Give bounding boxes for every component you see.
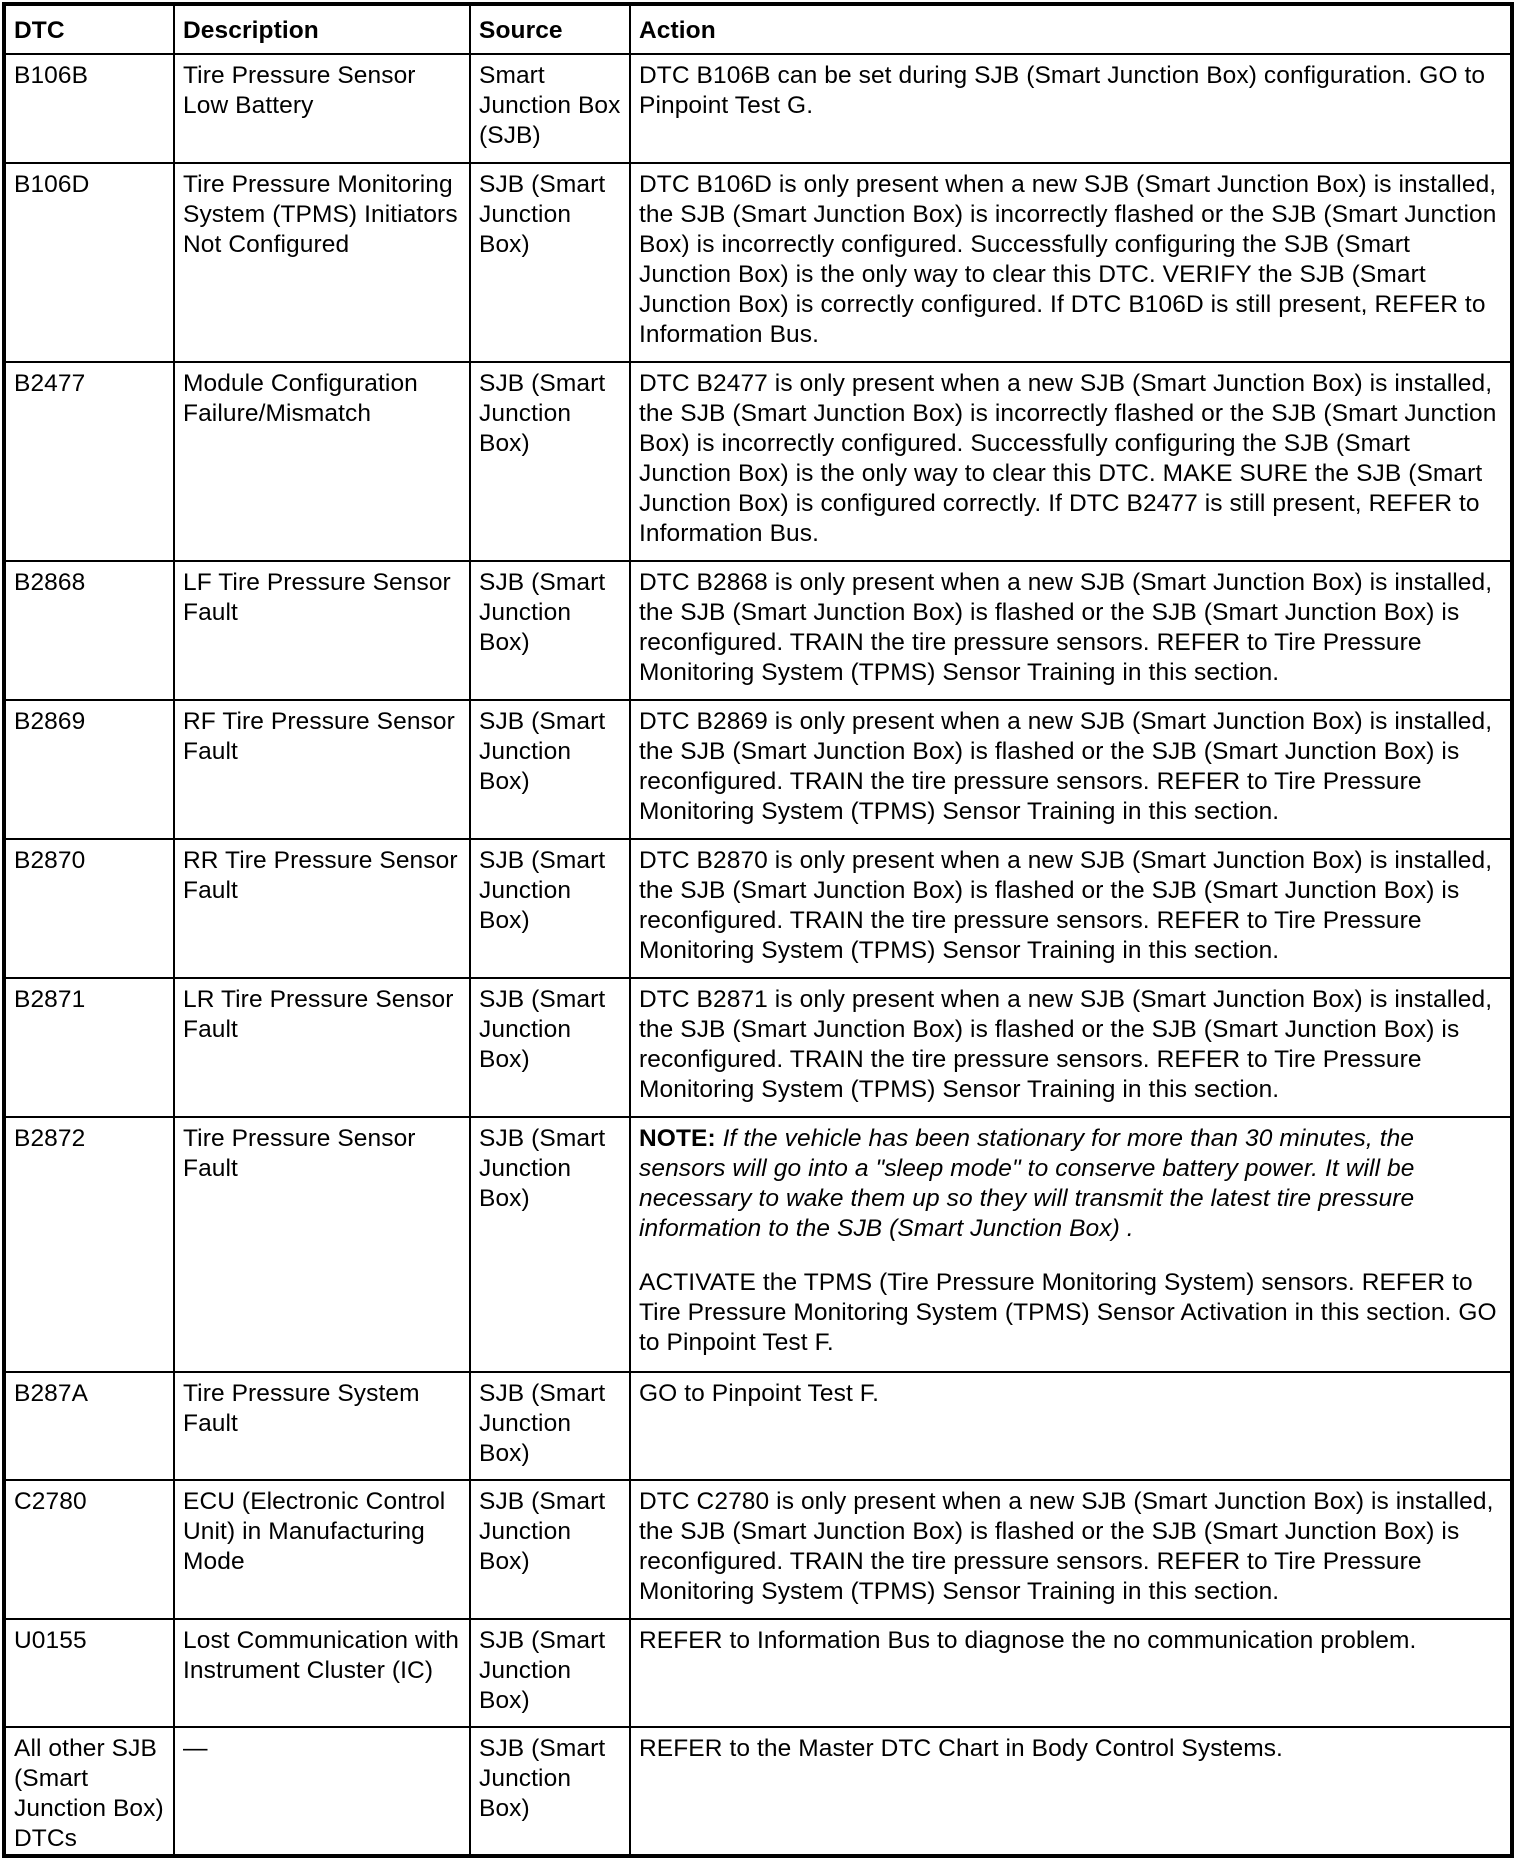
dtc-description: Tire Pressure System Fault xyxy=(174,1372,470,1480)
table-row xyxy=(6,1727,1510,1858)
table-row xyxy=(6,561,1510,700)
note-label: NOTE: xyxy=(639,1125,716,1152)
dtc-action: DTC B2871 is only present when a new SJB (Smart Junction Box) is installed, the SJB (Smart Junction Box) is flashed or the SJB (Smart Junction Box) is reconfigured. TRAIN the tire pressure sensors. REFER to Tire Pressure Monitoring System (TPMS) Sensor Training in this section. xyxy=(630,978,1510,1117)
table-row xyxy=(6,978,1510,1117)
dtc-source: SJB (Smart Junction Box) xyxy=(470,1117,630,1372)
action-text: ACTIVATE the TPMS (Tire Pressure Monitoring System) sensors. REFER to Tire Pressure Monitoring System (TPMS) Sensor Activation in this section. GO to Pinpoint Test F. xyxy=(639,1269,1497,1356)
dtc-action: DTC B2870 is only present when a new SJB (Smart Junction Box) is installed, the SJB (Smart Junction Box) is flashed or the SJB (Smart Junction Box) is reconfigured. TRAIN the tire pressure sensors. REFER to Tire Pressure Monitoring System (TPMS) Sensor Training in this section. xyxy=(630,839,1510,978)
header-dtc: DTC xyxy=(6,6,174,54)
dtc-action: DTC B2868 is only present when a new SJB (Smart Junction Box) is installed, the SJB (Smart Junction Box) is flashed or the SJB (Smart Junction Box) is reconfigured. TRAIN the tire pressure sensors. REFER to Tire Pressure Monitoring System (TPMS) Sensor Training in this section. xyxy=(630,561,1510,700)
header-description: Description xyxy=(174,6,470,54)
dtc-action: DTC B2869 is only present when a new SJB (Smart Junction Box) is installed, the SJB (Smart Junction Box) is flashed or the SJB (Smart Junction Box) is reconfigured. TRAIN the tire pressure sensors. REFER to Tire Pressure Monitoring System (TPMS) Sensor Training in this section. xyxy=(630,700,1510,839)
dtc-code: U0155 xyxy=(6,1619,174,1727)
header-action: Action xyxy=(630,6,1510,54)
dtc-table-frame xyxy=(2,2,1514,1858)
dtc-action: GO to Pinpoint Test F. xyxy=(630,1372,1510,1480)
dtc-code: B2872 xyxy=(6,1117,174,1372)
dtc-description: Module Configuration Failure/Mismatch xyxy=(174,362,470,561)
dtc-action: DTC B2477 is only present when a new SJB (Smart Junction Box) is installed, the SJB (Smart Junction Box) is incorrectly flashed or the SJB (Smart Junction Box) is incorrectly configured. Successfully configuring the SJB (Smart Junction Box) is the only way to clear this DTC. MAKE SURE the SJB (Smart Junction Box) is configured correctly. If DTC B2477 is still present, REFER to Information Bus. xyxy=(630,362,1510,561)
dtc-description: RR Tire Pressure Sensor Fault xyxy=(174,839,470,978)
dtc-description: RF Tire Pressure Sensor Fault xyxy=(174,700,470,839)
table-row xyxy=(6,1117,1510,1372)
dtc-source: SJB (Smart Junction Box) xyxy=(470,362,630,561)
dtc-code: B2870 xyxy=(6,839,174,978)
dtc-description: Lost Communication with Instrument Cluster (IC) xyxy=(174,1619,470,1727)
note-text: If the vehicle has been stationary for more than 30 minutes, the sensors will go into a "sleep mode" to conserve battery power. It will be necessary to wake them up so they will transmit the latest tire pressure information to the SJB (Smart Junction Box) . xyxy=(639,1125,1415,1242)
dtc-source: SJB (Smart Junction Box) xyxy=(470,839,630,978)
dtc-source: Smart Junction Box (SJB) xyxy=(470,54,630,163)
table-row xyxy=(6,839,1510,978)
dtc-action xyxy=(630,1117,1510,1372)
table-row xyxy=(6,362,1510,561)
dtc-description: — xyxy=(174,1727,470,1858)
dtc-code: All other SJB (Smart Junction Box) DTCs xyxy=(6,1727,174,1858)
dtc-action: DTC B106D is only present when a new SJB (Smart Junction Box) is installed, the SJB (Smart Junction Box) is incorrectly flashed or the SJB (Smart Junction Box) is incorrectly configured. Successfully configuring the SJB (Smart Junction Box) is the only way to clear this DTC. VERIFY the SJB (Smart Junction Box) is correctly configured. If DTC B106D is still present, REFER to Information Bus. xyxy=(630,163,1510,362)
dtc-source: SJB (Smart Junction Box) xyxy=(470,978,630,1117)
dtc-source: SJB (Smart Junction Box) xyxy=(470,1619,630,1727)
dtc-code: B106B xyxy=(6,54,174,163)
table-row xyxy=(6,700,1510,839)
table-row xyxy=(6,1619,1510,1727)
dtc-source: SJB (Smart Junction Box) xyxy=(470,1372,630,1480)
dtc-source: SJB (Smart Junction Box) xyxy=(470,1727,630,1858)
table-row xyxy=(6,54,1510,163)
dtc-source: SJB (Smart Junction Box) xyxy=(470,1480,630,1619)
dtc-code: C2780 xyxy=(6,1480,174,1619)
dtc-description: Tire Pressure Monitoring System (TPMS) Initiators Not Configured xyxy=(174,163,470,362)
dtc-source: SJB (Smart Junction Box) xyxy=(470,163,630,362)
dtc-description: Tire Pressure Sensor Fault xyxy=(174,1117,470,1372)
table-row xyxy=(6,1372,1510,1480)
dtc-description: Tire Pressure Sensor Low Battery xyxy=(174,54,470,163)
table-row xyxy=(6,1480,1510,1619)
table-row xyxy=(6,163,1510,362)
dtc-code: B2477 xyxy=(6,362,174,561)
dtc-action: DTC C2780 is only present when a new SJB (Smart Junction Box) is installed, the SJB (Smart Junction Box) is flashed or the SJB (Smart Junction Box) is reconfigured. TRAIN the tire pressure sensors. REFER to Tire Pressure Monitoring System (TPMS) Sensor Training in this section. xyxy=(630,1480,1510,1619)
dtc-action: REFER to the Master DTC Chart in Body Control Systems. xyxy=(630,1727,1510,1858)
dtc-source: SJB (Smart Junction Box) xyxy=(470,561,630,700)
dtc-action: DTC B106B can be set during SJB (Smart Junction Box) configuration. GO to Pinpoint Test G. xyxy=(630,54,1510,163)
dtc-description: LF Tire Pressure Sensor Fault xyxy=(174,561,470,700)
dtc-table xyxy=(6,6,1510,1858)
dtc-description: ECU (Electronic Control Unit) in Manufacturing Mode xyxy=(174,1480,470,1619)
dtc-code: B2869 xyxy=(6,700,174,839)
dtc-code: B2868 xyxy=(6,561,174,700)
dtc-code: B2871 xyxy=(6,978,174,1117)
dtc-action: REFER to Information Bus to diagnose the no communication problem. xyxy=(630,1619,1510,1727)
table-header-row xyxy=(6,6,1510,54)
dtc-code: B106D xyxy=(6,163,174,362)
dtc-source: SJB (Smart Junction Box) xyxy=(470,700,630,839)
dtc-code: B287A xyxy=(6,1372,174,1480)
header-source: Source xyxy=(470,6,630,54)
dtc-description: LR Tire Pressure Sensor Fault xyxy=(174,978,470,1117)
